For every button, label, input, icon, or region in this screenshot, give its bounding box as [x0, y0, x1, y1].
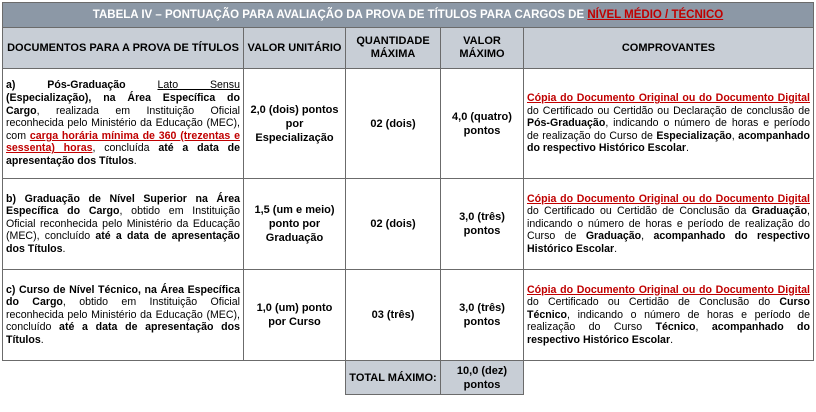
total-label: TOTAL MÁXIMO:	[346, 361, 441, 395]
header-valor-unitario: VALOR UNITÁRIO	[244, 28, 346, 69]
valor-maximo-cell: 3,0 (três) pontos	[441, 179, 524, 270]
table-row	[3, 179, 814, 270]
doc-text: .	[40, 333, 44, 346]
comp-text: Especialização	[656, 129, 732, 142]
comp-highlight: Cópia do Documento Original ou do Documento Digital	[527, 283, 810, 296]
doc-text: , realizada em Instituição Oficial reconhecida pelo Ministério da Educação (MEC), com	[6, 104, 240, 142]
valor-unitario-cell: 2,0 (dois) pontos por Especialização	[244, 69, 346, 179]
doc-text: Lato Sensu	[157, 79, 240, 92]
doc-text: c) Curso de Nível Técnico, na Área Específica do Cargo	[6, 283, 240, 309]
comp-text: , indicando o número de horas e período de realização do Curso de	[527, 117, 810, 142]
comp-text: acompanhado do respectivo Histórico Escolar	[527, 129, 810, 155]
header-documentos: DOCUMENTOS PARA A PROVA DE TÍTULOS	[3, 28, 244, 69]
valor-unitario-cell: 1,5 (um e meio) ponto por Graduação	[244, 179, 346, 270]
comp-text: .	[614, 242, 618, 255]
comp-text: acompanhado do respectivo Histórico Escolar	[527, 321, 810, 346]
comprovante-cell	[524, 270, 814, 361]
comp-text: Técnico	[655, 321, 696, 334]
comp-text: ,	[695, 321, 712, 334]
doc-text: .	[62, 242, 66, 255]
quantidade-cell: 02 (dois)	[346, 69, 441, 179]
documento-cell	[3, 179, 244, 270]
doc-text: b) Graduação de Nível Superior na Área Específica do Cargo	[6, 192, 240, 218]
comprovante-cell	[524, 179, 814, 270]
doc-text: a) Pós-Graduação	[6, 79, 158, 92]
quantidade-cell: 03 (três)	[346, 270, 441, 361]
doc-text: até a data de apresentação dos Títulos	[6, 142, 240, 167]
doc-text: , obtido em Instituição Oficial reconhecida pelo Ministério da Educação (MEC), concluído	[6, 205, 240, 243]
doc-text: , concluída	[92, 142, 159, 155]
doc-text: até a data de apresentação dos Títulos	[6, 230, 240, 255]
table-row	[3, 270, 814, 361]
titulos-table	[2, 2, 814, 395]
empty-cell	[244, 361, 346, 395]
comp-text: Pós-Graduação	[527, 117, 606, 130]
doc-highlight: carga horária mínima de 360 (trezentas e sessenta) horas	[6, 129, 240, 155]
doc-text: .	[133, 154, 137, 167]
doc-text: até a data de apresentação dos Títulos	[6, 321, 240, 346]
comp-text: ,	[641, 230, 654, 243]
comp-highlight: Cópia do Documento Original ou do Documento Digital	[527, 92, 810, 105]
total-value: 10,0 (dez) pontos	[441, 361, 524, 395]
header-valor-maximo: VALOR MÁXIMO	[441, 28, 524, 69]
quantidade-cell: 02 (dois)	[346, 179, 441, 270]
empty-cell	[524, 361, 814, 395]
comp-text: Graduação	[751, 205, 808, 218]
comp-text: ,	[731, 129, 739, 142]
header-quantidade: QUANTIDADE MÁXIMA	[346, 28, 441, 69]
comp-text: , indicando o número de horas e período de realização do Curso	[527, 308, 810, 334]
comp-text: do Certificado ou Certidão de Conclusão do	[527, 296, 780, 309]
title-prefix: TABELA IV – PONTUAÇÃO PARA AVALIAÇÃO DA PROVA DE TÍTULOS PARA CARGOS DE	[92, 8, 588, 21]
valor-maximo-cell: 4,0 (quatro) pontos	[441, 69, 524, 179]
documento-cell	[3, 69, 244, 179]
table-title	[3, 3, 814, 28]
comp-text: .	[685, 142, 689, 155]
doc-text: (Especialização), na Área Específica do Cargo	[6, 92, 240, 117]
empty-cell	[3, 361, 244, 395]
comp-text: Curso Técnico	[527, 296, 810, 321]
title-highlight: NÍVEL MÉDIO / TÉCNICO	[587, 8, 724, 21]
comp-highlight: Cópia do Documento Original ou do Documento Digital	[527, 192, 810, 205]
comp-text: do Certificado ou Certidão ou Declaração de conclusão de	[527, 104, 810, 117]
comp-text: , indicando o número de horas e período de realização do Curso de	[527, 205, 810, 243]
comp-text: .	[670, 333, 674, 346]
comp-text: do Certificado ou Certidão de Conclusão da	[527, 205, 752, 218]
total-row	[3, 361, 814, 395]
comp-text: Graduação	[585, 230, 642, 243]
header-comprovantes: COMPROVANTES	[524, 28, 814, 69]
valor-unitario-cell: 1,0 (um) ponto por Curso	[244, 270, 346, 361]
comp-text: acompanhado do respectivo Histórico Escolar	[527, 230, 810, 255]
table-row	[3, 69, 814, 179]
documento-cell	[3, 270, 244, 361]
comprovante-cell	[524, 69, 814, 179]
valor-maximo-cell: 3,0 (três) pontos	[441, 270, 524, 361]
doc-text: , obtido em Instituição Oficial reconhecida pelo Ministério da Educação (MEC), concluído	[6, 296, 240, 334]
